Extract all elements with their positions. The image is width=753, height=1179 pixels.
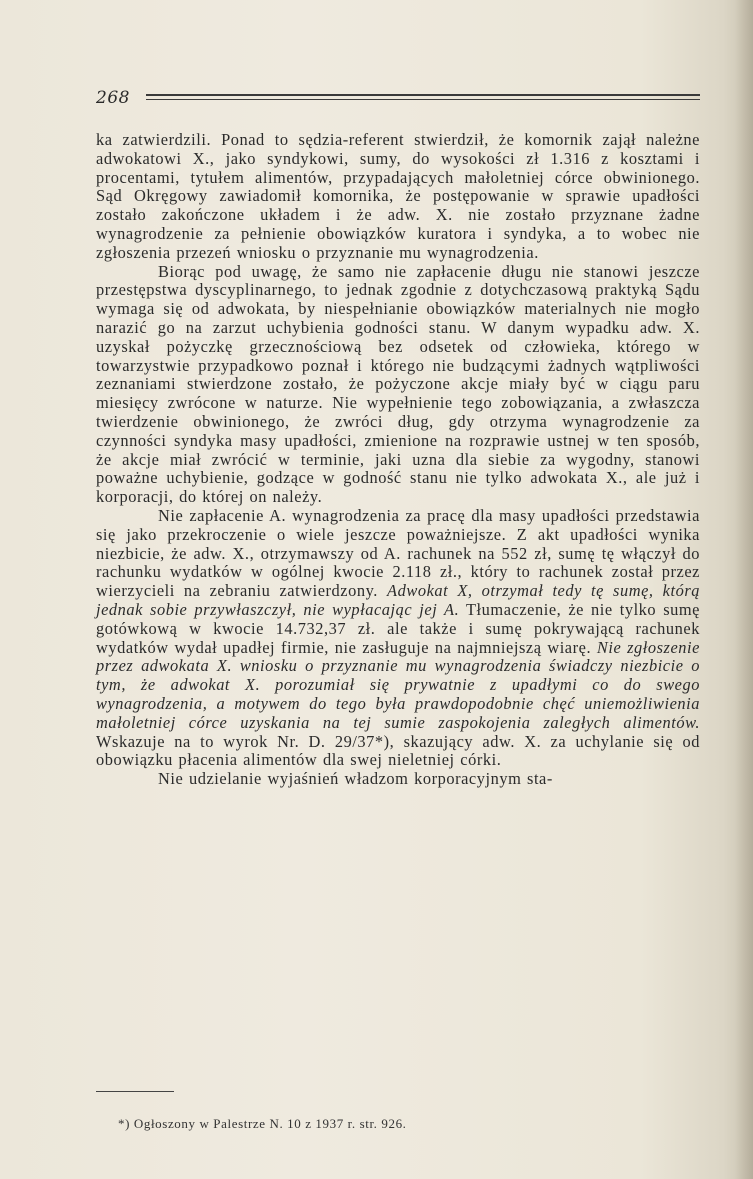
- header-rule-thin: [146, 99, 700, 100]
- footnote-separator: [96, 1091, 174, 1092]
- paragraph: [96, 131, 700, 263]
- text-run: Nie udzielanie wyjaśnień władzom korporacyjnym sta-: [158, 769, 553, 789]
- italic-text-run: Nie zgłoszenie przez adwokata X. wniosku o przyznanie mu wynagrodzenia świadczy niezbicie o tym, że adwokat X. porozumiał się prywatnie z upadłymi co do swego wynagrodzenia, a motywem do tego była prawdopodobnie chęć uniemożliwienia małoletniej córce uzyskania na tej sumie zaspokojenia zaległych alimentów.: [96, 637, 700, 732]
- footnote: *) Ogłoszony w Palestrze N. 10 z 1937 r. str. 926.: [118, 1116, 407, 1131]
- paragraph: [96, 770, 700, 789]
- page-edge-shadow: [735, 0, 753, 1179]
- text-run: Biorąc pod uwagę, że samo nie zapłacenie długu nie stanowi jeszcze przestępstwa dyscyplinarnego, to jednak zgodnie z dotychczasową praktyką Sądu wymaga się od adwokata, by niespełnianie obowiązków materialnych nie mogło narazić go na zarzut uchybienia godności stanu. W danym wypadku adw. X. uzyskał pożyczkę grzecznościową bez odsetek od człowieka, którego w towarzystwie przypadkowo poznał i którego nie budzącymi żadnych wątpliwości zeznaniami stwierdzone zostało, że pożyczone akcje miały być w ciągu paru miesięcy zwrócone w naturze. Nie wypełnienie tego zobowiązania, a zwłaszcza twierdzenie obwinionego, że zwróci dług, gdy otrzyma wynagrodzenie za czynności syndyka masy upadłości, zmienione na rozprawie ustnej w ten sposób, że akcje miał zwrócić w terminie, jaki uzna dla siebie za wygodny, stanowi poważne uchybienie, godzące w godność stanu nie tylko adwokata X., ale już i korporacji, do której on należy.: [96, 261, 700, 507]
- text-run: Wskazuje na to wyrok Nr. D. 29/37*), skazujący adw. X. za uchylanie się od obowiązku płacenia alimentów dla swej nieletniej córki.: [96, 731, 700, 770]
- header-rule-thick: [146, 94, 700, 96]
- paragraph: [96, 507, 700, 770]
- body-text: [96, 131, 700, 789]
- paragraph: [96, 263, 700, 507]
- text-run: Tłumaczenie, że nie tylko sumę gotówkową w kwocie 14.732,37 zł. ale także i sumę pokrywającą rachunek wydatków wydał upadłej firmie, nie zasługuje na najmniejszą wiarę.: [96, 599, 701, 657]
- italic-text-run: Adwokat X, otrzymał tedy tę sumę, którą jednak sobie przywłaszczył, nie wypłacając jej A.: [96, 581, 700, 619]
- running-header: [96, 86, 700, 116]
- text-run: ka zatwierdzili. Ponad to sędzia-referent stwierdził, że komornik zajął należne adwokatowi X., jako syndykowi, sumy, do wysokości zł 1.316 z kosztami i procentami, tytułem alimentów, przypadających małoletniej córce obwinionego. Sąd Okręgowy zawiadomił komornika, że postępowanie w sprawie upadłości zostało zakończone układem i że adw. X. nie zostało przyznane żadne wynagrodzenie za pełnienie obowiązków kuratora i syndyka, a to wobec nie zgłoszenia przezeń wniosku o przyznanie mu wynagrodzenia.: [96, 130, 700, 262]
- text-run: Nie zapłacenie A. wynagrodzenia za pracę dla masy upadłości przedstawia się jako przekroczenie o wiele jeszcze poważniejsze. Z akt upadłości wynika niezbicie, że adw. X., otrzymawszy od A. rachunek na 552 zł, sumę tę włączył do rachunku wydatków w ogólnej kwocie 2.118 zł., który to rachunek został przez wierzycieli na zebraniu zatwierdzony.: [96, 505, 700, 601]
- page-number: 268: [96, 88, 130, 108]
